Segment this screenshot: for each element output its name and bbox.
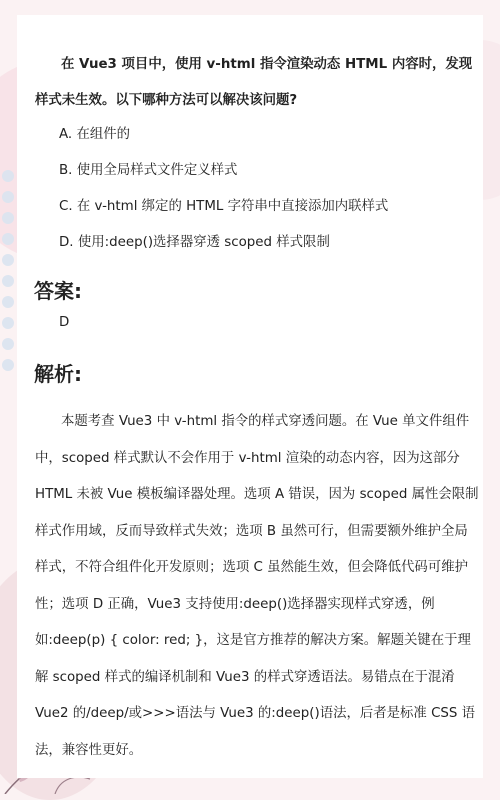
document-card (17, 15, 483, 778)
option-b: B. 使用全局样式文件定义样式 (59, 163, 238, 178)
analysis-heading: 解析: (34, 362, 82, 386)
answer-heading: 答案: (34, 279, 82, 303)
decorative-dots (2, 170, 18, 380)
option-c: C. 在 v-html 绑定的 HTML 字符串中直接添加内联样式 (59, 199, 389, 214)
option-d: D. 使用:deep()选择器穿透 scoped 样式限制 (59, 235, 330, 250)
option-a: A. 在组件的 (59, 127, 130, 142)
answer-value: D (59, 315, 70, 330)
analysis-text: 本题考查 Vue3 中 v-html 指令的样式穿透问题。在 Vue 单文件组件中，scoped 样式默认不会作用于 v-html 渲染的动态内容，因为这部分 HTML 未被 Vue 模板编译器处理。选项 A 错误，因为 scoped 属性会限制样式作用域，反而导致样式失效；选项 B 虽然可行，但需要额外维护全局样式，不符合组件化开发原则；选项 C 虽然能生效，但会降低代码可维护性；选项 D 正确，Vue3 支持使用:deep()选择器实现样式穿透，例如:deep(p) { color: red; }，这是官方推荐的解决方案。解题关键在于理解 scoped 样式的编译机制和 Vue3 的样式穿透语法。易错点在于混淆 Vue2 的/deep/或>>>语法与 Vue3 的:deep()语法，后者是标准 CSS 语法，兼容性更好。 (35, 414, 479, 758)
question-text: 在 Vue3 项目中，使用 v-html 指令渲染动态 HTML 内容时，发现样式未生效。以下哪种方法可以解决该问题? (35, 57, 473, 108)
